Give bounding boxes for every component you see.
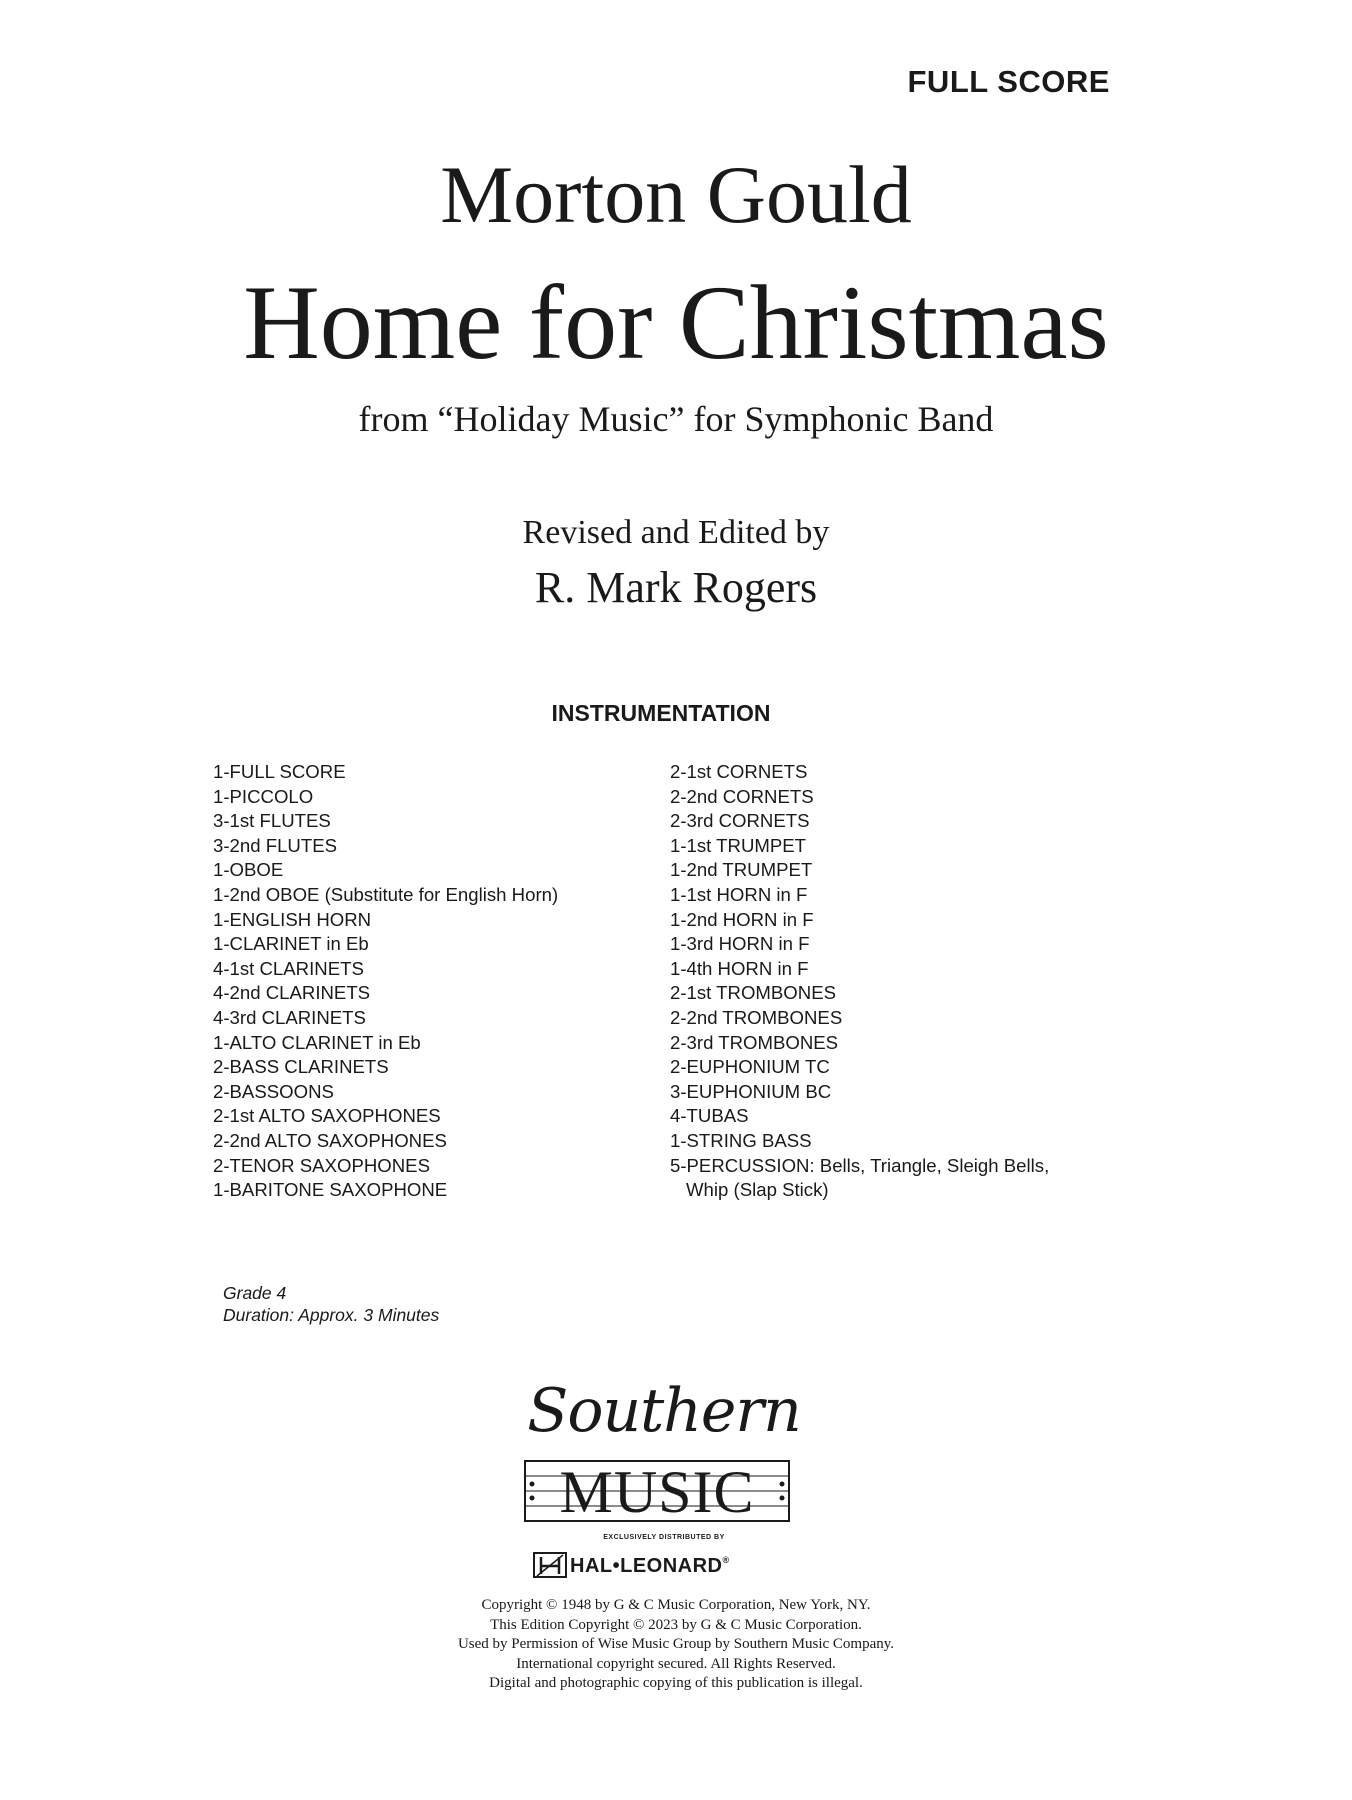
instrument-item: 2-1st ALTO SAXOPHONES [213,1105,441,1127]
instrument-item: 1-FULL SCORE [213,761,346,782]
instrument-item: 2-2nd ALTO SAXOPHONES [213,1129,447,1151]
instrument-item: 5-PERCUSSION: Bells, Triangle, Sleigh Bells, [670,1154,1050,1176]
copyright-line: This Edition Copyright © 2023 by G & C Music Corporation. [490,1616,862,1633]
instrument-item: 1-ENGLISH HORN [213,908,372,930]
instrument-item: 1-2nd TRUMPET [670,859,813,881]
registered-mark: ® [722,1555,730,1565]
piece-subtitle: from “Holiday Music” for Symphonic Band [358,399,994,439]
instrument-item: 1-4th HORN in F [670,957,809,979]
copyright-notice [0,1596,1352,1694]
instrument-item: 1-1st HORN in F [670,883,808,905]
instrument-item: 3-2nd FLUTES [213,834,338,856]
instrument-item: 4-2nd CLARINETS [213,982,371,1004]
instrumentation-list-right [670,760,1049,1203]
logo-music-text: MUSIC [559,1459,755,1525]
revised-label: Revised and Edited by [522,514,830,551]
publisher-logo [514,1376,814,1576]
copyright-line: Used by Permission of Wise Music Group by Southern Music Company. [457,1636,895,1653]
distribution-note: EXCLUSIVELY DISTRIBUTED BY [603,1534,725,1541]
instrument-item: 1-STRING BASS [670,1129,812,1151]
instrument-item: 2-BASSOONS [213,1080,334,1102]
copyright-line: Copyright © 1948 by G & C Music Corporation, New York, NY. [481,1597,871,1613]
instrument-item: 2-BASS CLARINETS [213,1056,389,1078]
instrument-item: 2-1st TROMBONES [670,982,836,1004]
distributor-name-text: HAL•LEONARD [570,1555,723,1577]
copyright-line: International copyright secured. All Rights Reserved. [516,1655,836,1672]
grade-label: Grade 4 [223,1283,287,1303]
instrument-item: 2-2nd CORNETS [670,785,814,807]
instrumentation-heading: INSTRUMENTATION [551,700,771,726]
instrument-item: 2-3rd TROMBONES [670,1031,839,1053]
instrument-item: 1-1st TRUMPET [670,834,807,856]
instrument-item: 1-OBOE [213,859,284,881]
instrumentation-list-left [213,760,558,1203]
instrument-item: 1-2nd HORN in F [670,908,814,930]
instrument-item: 1-CLARINET in Eb [213,933,369,955]
instrument-item: 1-3rd HORN in F [670,933,810,955]
instrument-item: 3-1st FLUTES [213,810,331,832]
full-score-label: FULL SCORE [907,64,1110,99]
instrument-item: 2-3rd CORNETS [670,810,810,832]
logo-music-staff [524,1459,790,1525]
grade-info [223,1282,439,1326]
instrument-item: 2-TENOR SAXOPHONES [213,1154,430,1176]
instrument-item: 2-1st CORNETS [670,761,808,782]
composer-name: Morton Gould [440,149,912,240]
instrument-item: 3-EUPHONIUM BC [670,1080,832,1102]
instrument-item-continuation: Whip (Slap Stick) [686,1179,829,1201]
distributor-name [570,1555,730,1578]
copyright-line: Digital and photographic copying of this publication is illegal. [489,1675,863,1692]
instrument-item: 1-2nd OBOE (Substitute for English Horn) [213,883,559,905]
instrument-item: 1-BARITONE SAXOPHONE [213,1179,448,1201]
instrument-item: 1-ALTO CLARINET in Eb [213,1031,421,1053]
instrument-item: 2-2nd TROMBONES [670,1006,843,1028]
hal-leonard-icon [533,1552,567,1578]
instrument-item: 4-3rd CLARINETS [213,1006,366,1028]
instrument-item: 4-TUBAS [670,1105,749,1127]
duration-label: Duration: Approx. 3 Minutes [223,1305,440,1325]
instrument-item: 4-1st CLARINETS [213,957,364,979]
instrument-item: 2-EUPHONIUM TC [670,1056,830,1078]
logo-script-text: Southern [527,1376,801,1446]
instrument-item: 1-PICCOLO [213,785,314,807]
piece-title: Home for Christmas [243,264,1109,381]
editor-name: R. Mark Rogers [534,563,818,612]
